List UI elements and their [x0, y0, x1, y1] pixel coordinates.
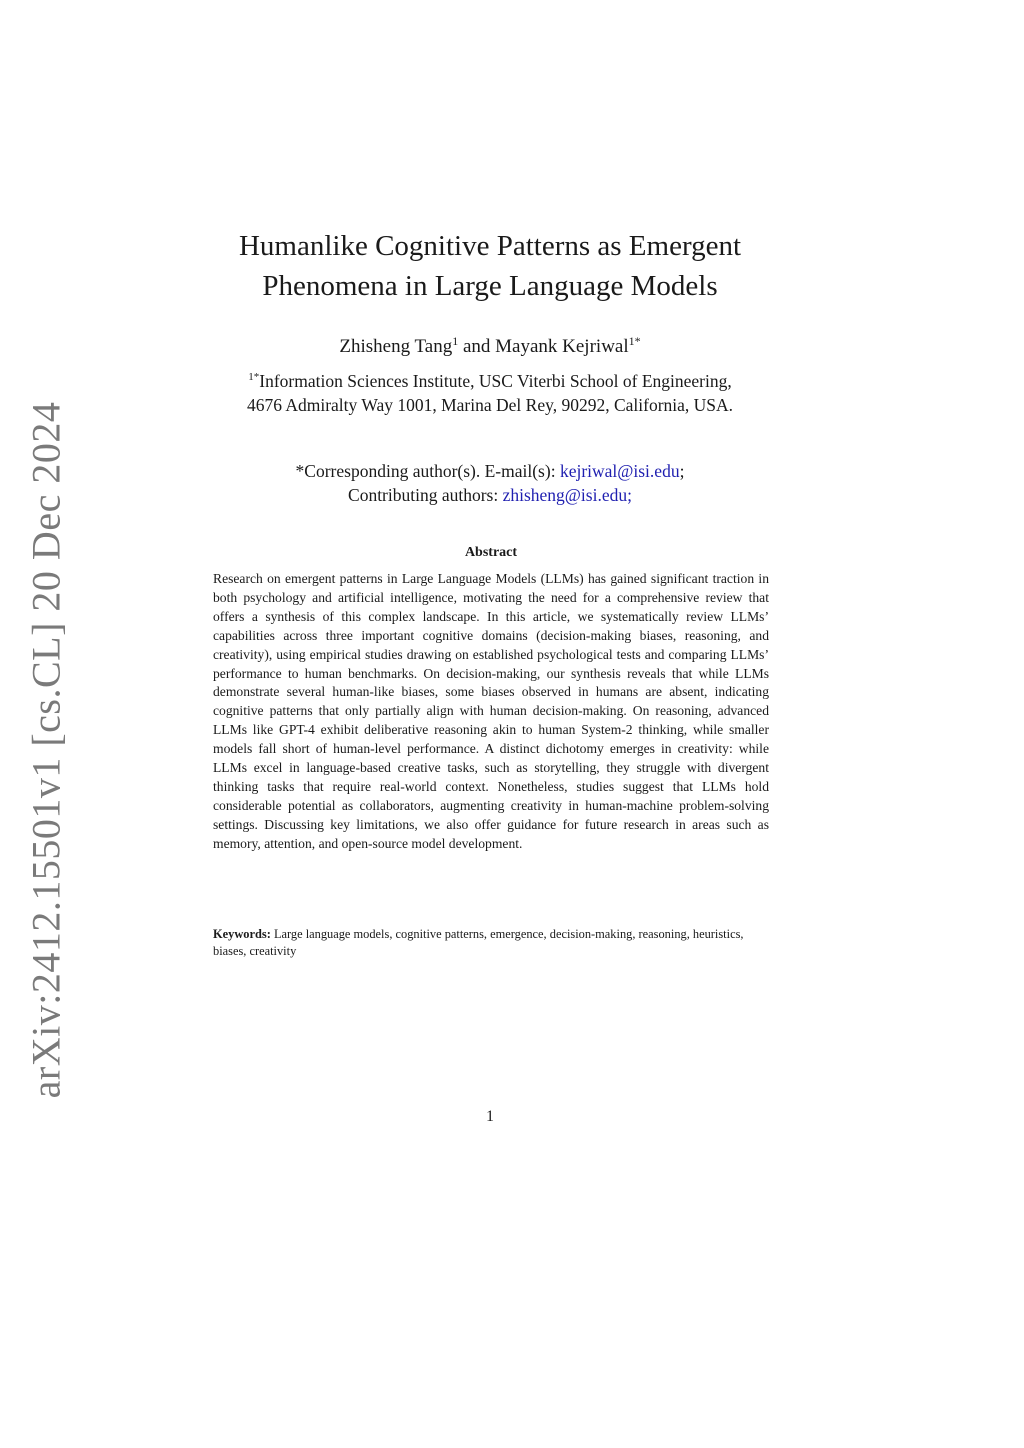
keywords-label: Keywords:	[213, 927, 271, 941]
contributing-authors-label: Contributing authors:	[348, 485, 499, 505]
paper-title-line-2: Phenomena in Large Language Models	[262, 270, 718, 302]
affiliation-line-2: 4676 Admiralty Way 1001, Marina Del Rey, 90292, California, USA.	[246, 395, 734, 415]
author-2-affiliation-mark: 1*	[628, 334, 641, 348]
paper-title-line-1: Humanlike Cognitive Patterns as Emergent	[238, 230, 742, 262]
corresponding-separator: ;	[679, 461, 685, 481]
keywords-section	[213, 926, 769, 960]
page-number: 1	[486, 1108, 494, 1125]
affiliation-mark: 1*	[248, 371, 260, 383]
author-1-affiliation-mark: 1	[452, 334, 459, 348]
paper-title	[180, 226, 800, 306]
corresponding-author-label: *Corresponding author(s). E-mail(s):	[295, 461, 556, 481]
author-name-1: Zhisheng Tang	[339, 336, 453, 357]
contributing-separator: ;	[627, 485, 632, 505]
corresponding-email-link[interactable]: kejriwal@isi.edu	[559, 461, 680, 481]
contributing-authors-line	[180, 483, 800, 507]
contributing-email-text: zhisheng@isi.edu	[502, 485, 628, 505]
author-name-2: Mayank Kejriwal	[495, 336, 629, 357]
affiliation	[180, 369, 800, 417]
author-conjunction: and	[462, 336, 491, 357]
abstract-heading: Abstract	[464, 545, 518, 560]
affiliation-line-1	[180, 369, 800, 393]
abstract-text: Research on emergent patterns in Large Language Models (LLMs) has gained significant traction in both psychology and artificial intelligence, motivating the need for a comprehensive review that offers a synthesis of this complex landscape. In this article, we systematically review LLMs’ capabilities across three important cognitive domains (decision-making biases, reasoning, and creativity), using empirical studies drawing on established psychological tests and comparing LLMs’ performance to human benchmarks. On decision-making, our synthesis reveals that while LLMs demonstrate several human-like biases, some biases observed in humans are absent, indicating cognitive patterns that only partially align with human decision-making. On reasoning, advanced LLMs like GPT-4 exhibit deliberative reasoning akin to human System-2 thinking, while smaller models fall short of human-level performance. A distinct dichotomy emerges in creativity: while LLMs excel in language-based creative tasks, such as storytelling, they struggle with divergent thinking tasks that require real-world context. Nonetheless, studies suggest that LLMs hold considerable potential as collaborators, augmenting creativity in human-machine problem-solving settings. Discussing key limitations, we also offer guidance for future research in areas such as memory, attention, and open-source model development.	[213, 571, 769, 851]
keywords-list: Large language models, cognitive patterns, emergence, decision-making, reasoning, heuristics, biases, creativity	[213, 927, 744, 958]
contributing-email-link[interactable]	[503, 485, 632, 505]
author-list	[180, 334, 800, 360]
affiliation-line-1-text: Information Sciences Institute, USC Viterbi School of Engineering,	[259, 371, 732, 391]
corresponding-author-line	[180, 459, 800, 483]
arxiv-identifier-stamp: arXiv:2412.15501v1 [cs.CL] 20 Dec 2024	[23, 401, 69, 1099]
contact-info	[180, 459, 800, 507]
